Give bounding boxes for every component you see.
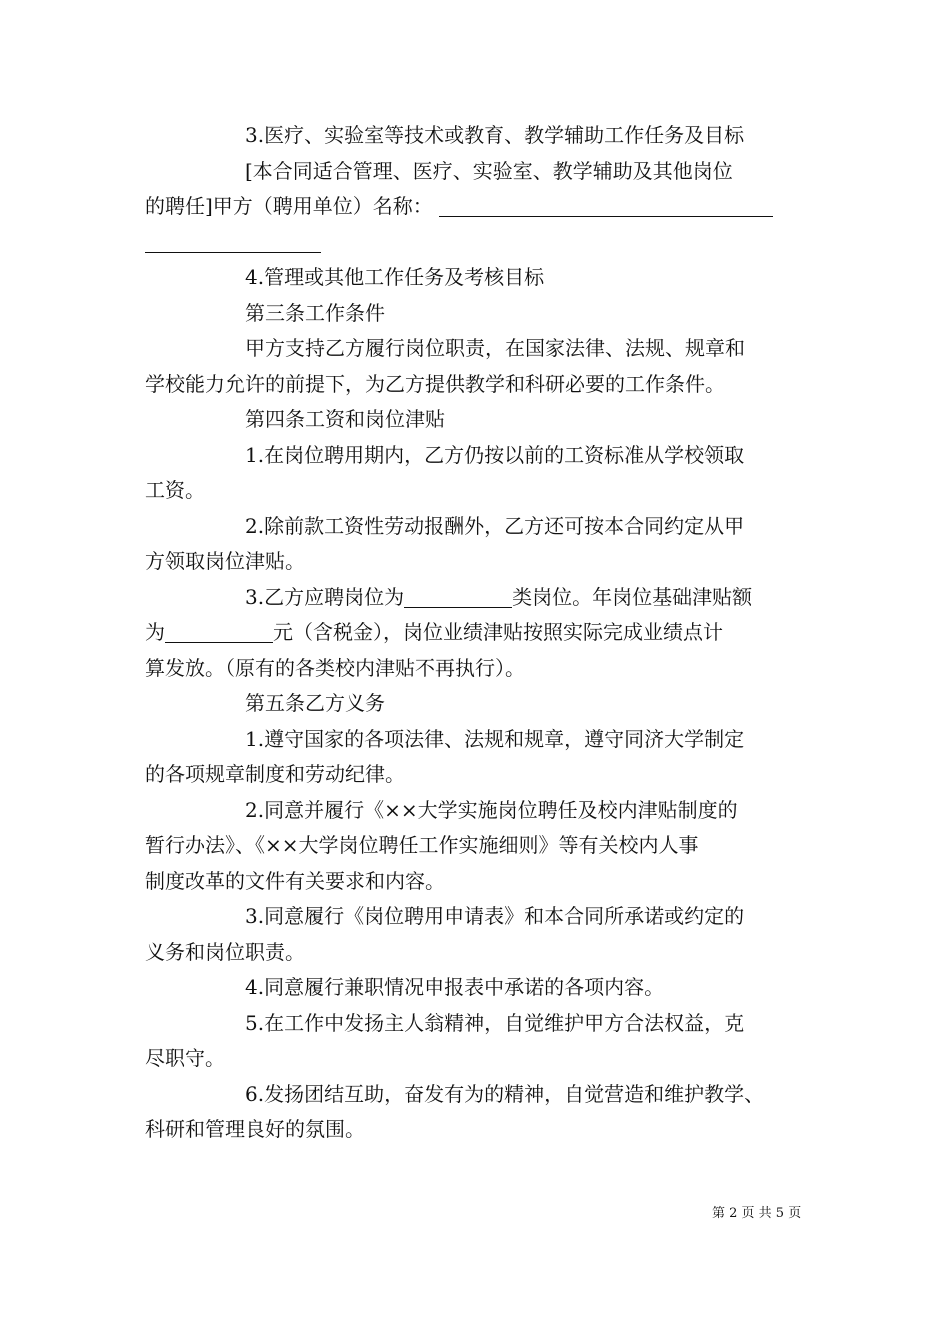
paragraph-line: 工资。 [145,478,205,502]
employer-name-blank [439,194,773,217]
post-type-suffix: 类岗位。年岗位基础津贴额 [512,584,753,609]
paragraph-line: 算发放。（原有的各类校内津贴不再执行）。 [145,655,525,680]
paragraph-line: 2.除前款工资性劳动报酬外，乙方还可按本合同约定从甲 [245,513,745,538]
employer-name-blank-continued [145,230,321,253]
page-number: 第 2 页 共 5 页 [712,1206,802,1221]
post-type-blank [404,585,512,608]
section-heading: 第三条工作条件 [245,300,385,325]
paragraph-line: 3.同意履行《岗位聘用申请表》和本合同所承诺或约定的 [245,904,745,928]
paragraph-line: 的各项规章制度和劳动纪律。 [145,762,405,786]
paragraph-line: 学校能力允许的前提下，为乙方提供教学和科研必要的工作条件。 [145,371,725,396]
post-type-label: 3.乙方应聘岗位为 [245,584,405,609]
allowance-label: 为 [145,620,165,644]
paragraph-line: 4.管理或其他工作任务及考核目标 [245,265,545,289]
paragraph-line: 尽职守。 [145,1046,225,1070]
paragraph-line: 4.同意履行兼职情况申报表中承诺的各项内容。 [245,975,665,999]
paragraph-line: 2.同意并履行《××大学实施岗位聘任及校内津贴制度的 [245,797,738,822]
document-body [145,118,809,1148]
paragraph-line: 科研和管理良好的氛围。 [145,1117,365,1141]
paragraph-line: 暂行办法》、《××大学岗位聘任工作实施细则》等有关校内人事 [145,833,699,857]
paragraph-line: 方领取岗位津贴。 [145,549,305,573]
paragraph-line [145,225,809,261]
paragraph-line [145,615,809,651]
paragraph-line: [本合同适合管理、医疗、实验室、教学辅助及其他岗位 [245,158,733,183]
paragraph-line: 甲方支持乙方履行岗位职责，在国家法律、法规、规章和 [245,336,745,360]
paragraph-line: 3.医疗、实验室等技术或教育、教学辅助工作任务及目标 [245,123,745,147]
allowance-amount-blank [165,620,273,643]
paragraph-line: 义务和岗位职责。 [145,939,305,964]
paragraph-line: 1.在岗位聘用期内，乙方仍按以前的工资标准从学校领取 [245,442,745,467]
paragraph-line: 5.在工作中发扬主人翁精神，自觉维护甲方合法权益，克 [245,1010,745,1035]
section-heading: 第四条工资和岗位津贴 [245,407,445,431]
paragraph-line [145,189,809,225]
paragraph-line: 制度改革的文件有关要求和内容。 [145,868,445,893]
paragraph-line: 1.遵守国家的各项法律、法规和规章，遵守同济大学制定 [245,726,745,751]
paragraph-line [145,580,809,616]
allowance-suffix: 元（含税金），岗位业绩津贴按照实际完成业绩点计 [273,620,723,644]
employer-name-label: 的聘任]甲方（聘用单位）名称： [145,194,433,218]
section-heading: 第五条乙方义务 [245,691,385,715]
paragraph-line: 6.发扬团结互助，奋发有为的精神，自觉营造和维护教学、 [245,1081,765,1106]
